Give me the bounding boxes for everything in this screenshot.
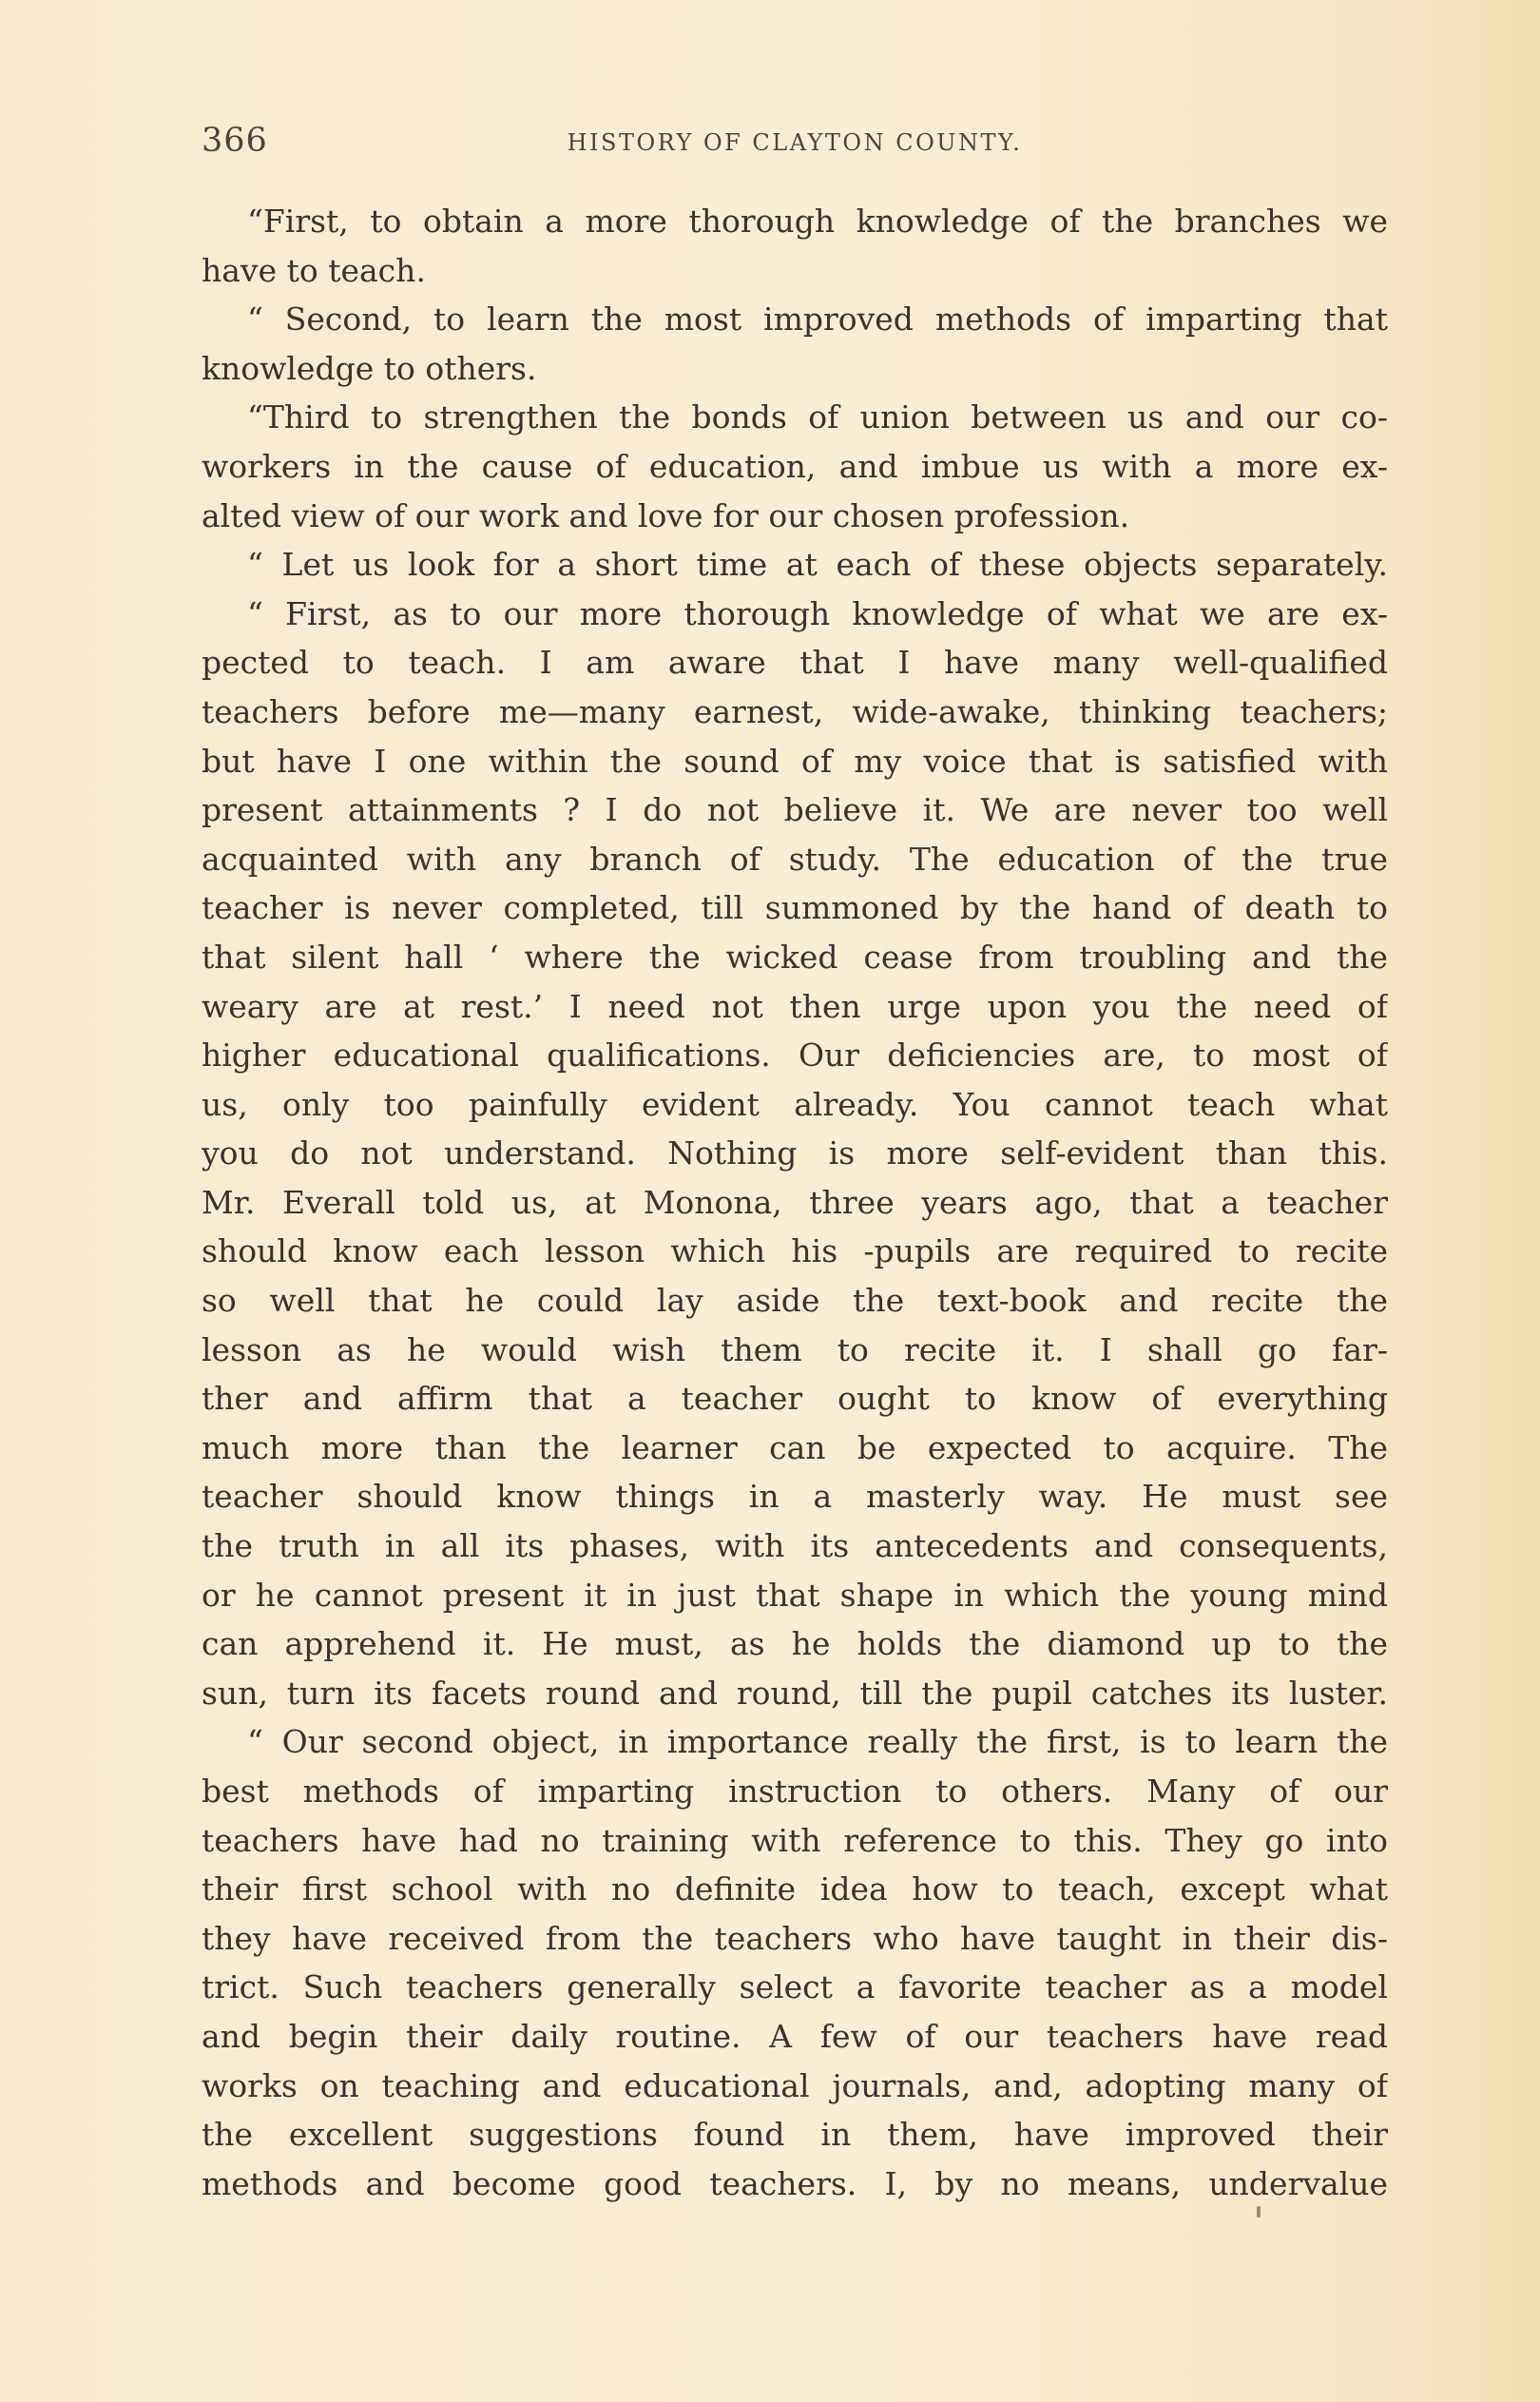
text-line: trict. Such teachers generally select a favorite teacher as a model (202, 1968, 1388, 2006)
text-line: teachers have had no training with reference to this. They go into (202, 1821, 1388, 1859)
text-line: teacher is never completed, till summoned by the hand of death to (202, 889, 1388, 927)
body-text (202, 197, 1388, 2208)
text-line: works on teaching and educational journals, and, adopting many of (202, 2066, 1388, 2104)
text-line: teachers before me—many earnest, wide-awake, thinking teachers; (202, 692, 1388, 730)
text-line: Mr. Everall told us, at Monona, three years ago, that a teacher (202, 1183, 1388, 1221)
text-line: the truth in all its phases, with its antecedents and consequents, (202, 1527, 1388, 1565)
text-line: methods and become good teachers. I, by no means, undervalue (202, 2164, 1388, 2202)
text-line: weary are at rest.’ I need not then urge upon you the need of (202, 987, 1388, 1025)
text-line: lesson as he would wish them to recite it. I shall go far- (202, 1330, 1388, 1368)
text-line: us, only too painfully evident already. You cannot teach what (202, 1085, 1388, 1123)
text-line: knowledge to others. (202, 349, 537, 387)
text-line: their first school with no definite idea how to teach, except what (202, 1870, 1388, 1908)
text-line: best methods of imparting instruction to others. Many of our (202, 1772, 1388, 1810)
text-line: much more than the learner can be expected to acquire. The (202, 1428, 1388, 1466)
running-head: HISTORY OF CLAYTON COUNTY. (567, 129, 1023, 156)
text-line: teacher should know things in a masterly way. He must see (202, 1478, 1388, 1516)
text-line: the excellent suggestions found in them, have improved their (202, 2116, 1388, 2154)
text-line: acquainted with any branch of study. The education of the true (202, 840, 1388, 878)
text-line: “First, to obtain a more thorough knowledge of the branches we (247, 203, 1388, 240)
text-line: so well that he could lay aside the text-book and recite the (202, 1282, 1388, 1320)
text-line: present attainments ? I do not believe it. We are never too well (202, 791, 1388, 829)
ink-mark (1257, 2206, 1261, 2218)
text-line: you do not understand. Nothing is more self-evident than this. (202, 1134, 1388, 1172)
text-line: should know each lesson which his -pupils are required to recite (202, 1232, 1388, 1270)
text-line: that silent hall ‘ where the wicked cease from troubling and the (202, 938, 1388, 976)
text-line: higher educational qualifications. Our deficiencies are, to most of (202, 1036, 1388, 1075)
text-line: can apprehend it. He must, as he holds the diamond up to the (202, 1625, 1388, 1663)
text-line: they have received from the teachers who have taught in their dis- (202, 1919, 1388, 1957)
text-line: “ Let us look for a short time at each of these objects separately. (247, 546, 1388, 584)
text-line: ther and affirm that a teacher ought to know of everything (202, 1380, 1388, 1418)
text-line: “ Second, to learn the most improved methods of imparting that (247, 300, 1388, 339)
text-line: “Third to strengthen the bonds of union between us and our co- (247, 398, 1388, 436)
text-line: or he cannot present it in just that shape in which the young mind (202, 1576, 1388, 1614)
text-line: have to teach. (202, 251, 426, 289)
page-header (202, 122, 1388, 164)
text-line: and begin their daily routine. A few of our teachers have read (202, 2017, 1388, 2055)
text-line: sun, turn its facets round and round, till the pupil catches its luster. (202, 1674, 1388, 1712)
text-line: pected to teach. I am aware that I have many well-qualified (202, 644, 1388, 682)
text-line: but have I one within the sound of my voice that is satisfied with (202, 742, 1388, 780)
text-line: “ Our second object, in importance really the first, is to learn the (247, 1723, 1388, 1761)
text-line: workers in the cause of education, and imbue us with a more ex- (202, 447, 1388, 485)
text-line: alted view of our work and love for our chosen profession. (202, 496, 1130, 534)
text-line: “ First, as to our more thorough knowledge of what we are ex- (247, 594, 1388, 632)
page-number: 366 (202, 122, 268, 160)
